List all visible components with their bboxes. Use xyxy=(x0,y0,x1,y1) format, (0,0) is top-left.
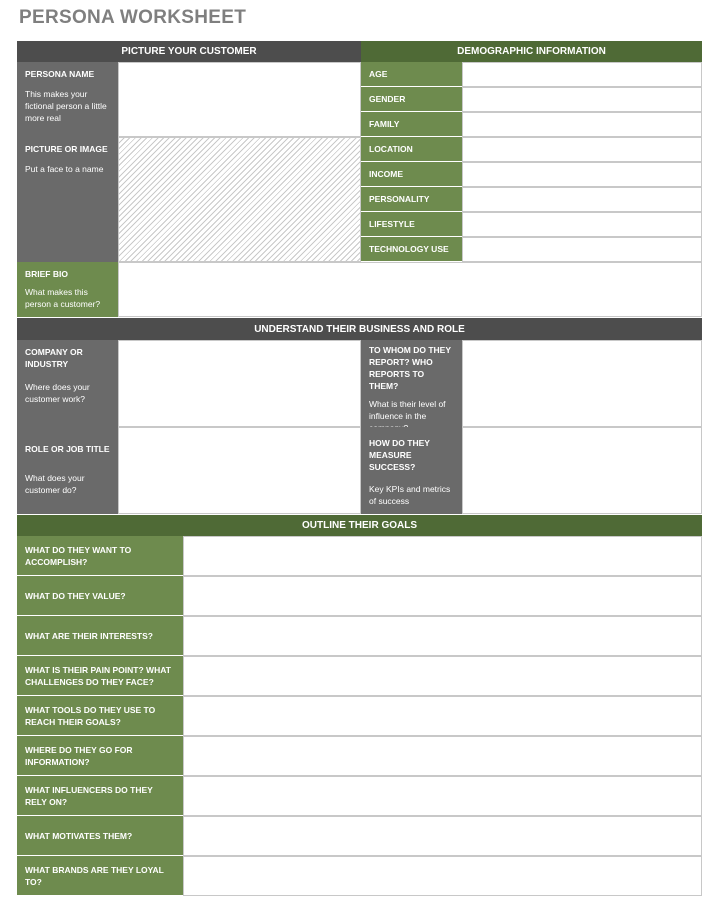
goal-label-text: WHAT INFLUENCERS DO THEY RELY ON? xyxy=(25,784,153,807)
goal-label-text: WHAT MOTIVATES THEM? xyxy=(25,830,133,841)
goal-field[interactable] xyxy=(183,856,702,896)
page-title: PERSONA WORKSHEET xyxy=(19,7,247,28)
brief-bio-title: BRIEF BIO xyxy=(25,269,68,279)
persona-name-label xyxy=(17,62,118,137)
goal-label xyxy=(17,856,183,896)
company-hint: Where does your customer work? xyxy=(25,382,90,404)
demographic-field[interactable] xyxy=(462,112,702,137)
picture-title: PICTURE OR IMAGE xyxy=(25,144,108,154)
section-header-business-role: UNDERSTAND THEIR BUSINESS AND ROLE xyxy=(17,318,702,340)
section-header-goals: OUTLINE THEIR GOALS xyxy=(17,515,702,536)
demographic-field[interactable] xyxy=(462,87,702,112)
demographic-field[interactable] xyxy=(462,137,702,162)
goal-field[interactable] xyxy=(183,816,702,856)
success-title: HOW DO THEY MEASURE SUCCESS? xyxy=(369,438,430,472)
role-label xyxy=(17,427,118,514)
demographic-label xyxy=(361,62,462,87)
demographic-label xyxy=(361,112,462,137)
demographic-label xyxy=(361,187,462,212)
role-field[interactable] xyxy=(118,427,361,514)
demographic-label-text: FAMILY xyxy=(369,119,400,129)
section-header-picture-customer: PICTURE YOUR CUSTOMER xyxy=(17,41,361,62)
picture-label xyxy=(17,137,118,262)
goal-field[interactable] xyxy=(183,656,702,696)
company-title: COMPANY OR INDUSTRY xyxy=(25,347,83,369)
success-label xyxy=(361,427,462,514)
brief-bio-field[interactable] xyxy=(118,262,702,317)
section-header-demographic: DEMOGRAPHIC INFORMATION xyxy=(361,41,702,62)
demographic-field[interactable] xyxy=(462,212,702,237)
picture-hint: Put a face to a name xyxy=(25,164,104,174)
goal-label xyxy=(17,776,183,816)
company-label xyxy=(17,340,118,427)
goal-label xyxy=(17,616,183,656)
brief-bio-label xyxy=(17,262,118,317)
goal-label-text: WHERE DO THEY GO FOR INFORMATION? xyxy=(25,744,133,767)
report-field[interactable] xyxy=(462,340,702,427)
persona-name-title: PERSONA NAME xyxy=(25,69,95,79)
brief-bio-hint: What makes this person a customer? xyxy=(25,287,101,309)
goal-label-text: WHAT BRANDS ARE THEY LOYAL TO? xyxy=(25,864,164,887)
demographic-field[interactable] xyxy=(462,187,702,212)
goal-label xyxy=(17,536,183,576)
goal-label-text: WHAT IS THEIR PAIN POINT? WHAT CHALLENGES DO THEY FACE? xyxy=(25,664,171,687)
success-field[interactable] xyxy=(462,427,702,514)
goal-field[interactable] xyxy=(183,696,702,736)
demographic-label-text: AGE xyxy=(369,69,388,79)
demographic-label-text: TECHNOLOGY USE xyxy=(369,244,449,254)
goal-field[interactable] xyxy=(183,736,702,776)
goal-field[interactable] xyxy=(183,536,702,576)
demographic-label xyxy=(361,87,462,112)
persona-name-field[interactable] xyxy=(118,62,361,137)
report-hint: What is their level of influence in the xyxy=(369,399,446,421)
goal-field[interactable] xyxy=(183,576,702,616)
goal-label xyxy=(17,576,183,616)
demographic-label xyxy=(361,212,462,237)
persona-name-hint: This makes your fictional person a little more real xyxy=(25,89,107,123)
demographic-label-text: INCOME xyxy=(369,169,403,179)
goal-label-text: WHAT DO THEY VALUE? xyxy=(25,590,126,601)
goal-field[interactable] xyxy=(183,616,702,656)
goal-label xyxy=(17,656,183,696)
success-hint: Key KPIs and metrics of success xyxy=(369,484,451,506)
demographic-label xyxy=(361,237,462,262)
demographic-field[interactable] xyxy=(462,162,702,187)
role-hint: What does your customer do? xyxy=(25,473,85,495)
goal-label-text: WHAT TOOLS DO THEY USE TO REACH THEIR GOALS? xyxy=(25,704,156,727)
demographic-label-text: PERSONALITY xyxy=(369,194,430,204)
goal-label xyxy=(17,816,183,856)
demographic-label xyxy=(361,162,462,187)
report-label xyxy=(361,340,462,427)
goal-label-text: WHAT ARE THEIR INTERESTS? xyxy=(25,630,153,641)
goal-label xyxy=(17,736,183,776)
role-title: ROLE OR JOB TITLE xyxy=(25,444,110,454)
demographic-field[interactable] xyxy=(462,237,702,262)
picture-placeholder[interactable] xyxy=(118,137,361,262)
report-title: TO WHOM DO THEY REPORT? WHO REPORTS TO THEM? xyxy=(369,345,451,391)
company-field[interactable] xyxy=(118,340,361,427)
demographic-label-text: LOCATION xyxy=(369,144,413,154)
demographic-label-text: GENDER xyxy=(369,94,406,104)
goal-label-text: WHAT DO THEY WANT TO ACCOMPLISH? xyxy=(25,544,132,567)
goal-field[interactable] xyxy=(183,776,702,816)
demographic-field[interactable] xyxy=(462,62,702,87)
demographic-label-text: LIFESTYLE xyxy=(369,219,415,229)
goal-label xyxy=(17,696,183,736)
demographic-label xyxy=(361,137,462,162)
